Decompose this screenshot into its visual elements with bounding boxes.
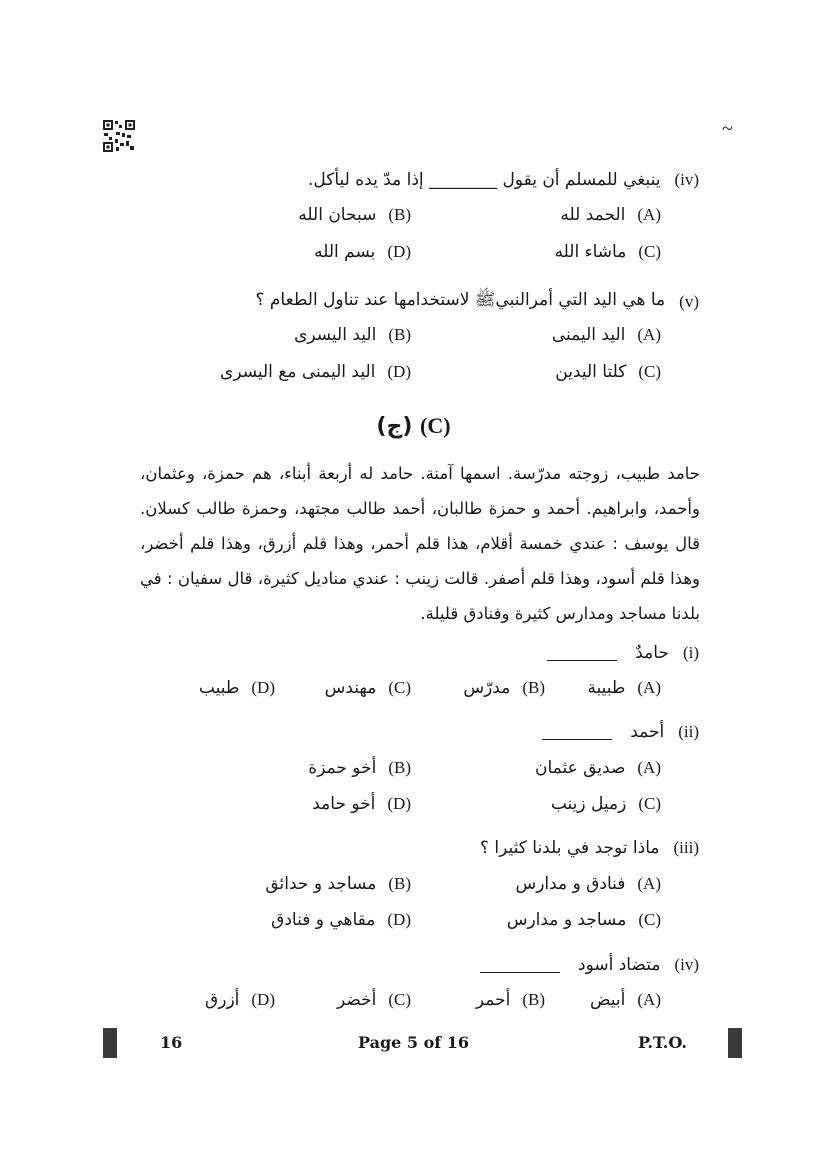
header-mark: ~ bbox=[722, 118, 733, 140]
question-text: ما هي اليد التي أمرالنبيﷺ لاستخدامها عند تناول الطعام ؟ bbox=[255, 290, 666, 310]
option-text: مساجد و مدارس bbox=[506, 910, 627, 930]
question-iv-top bbox=[308, 170, 699, 190]
section-title-ar: (ج) bbox=[376, 414, 413, 439]
option-a bbox=[590, 990, 661, 1010]
question-number: (iii) bbox=[673, 838, 699, 857]
option-label: (C) bbox=[638, 242, 661, 261]
option-text: صديق عثمان bbox=[534, 758, 626, 778]
reading-passage: حامد طبيب، زوجته مدرّسة. اسمها آمنة. حامد له أربعة أبناء، هم حمزة، وعثمان، وأحمد، وابراهيم. أحمد و حمزة طالبان، أحمد طالب مجتهد، وحمزة طالب كسلان. قال يوسف : عندي خمسة أقلام، هذا قلم أحمر، وهذا قلم أزرق، وهذا قلم أخضر، وهذا قلم أسود، وهذا قلم أصفر. قالت زينب : عندي مناديل كثيرة، قال سفيان : في بلدنا مساجد ومدارس كثيرة وفنادق قليلة. bbox=[140, 464, 700, 623]
option-a bbox=[552, 325, 661, 345]
option-label: (B) bbox=[522, 990, 545, 1009]
option-text: فنادق و مدارس bbox=[515, 874, 626, 894]
option-text: الحمد لله bbox=[560, 205, 626, 225]
option-label: (B) bbox=[388, 205, 411, 224]
option-text: أخضر bbox=[336, 990, 377, 1010]
question-text: أحمد bbox=[630, 722, 665, 742]
option-label: (A) bbox=[637, 325, 661, 344]
option-label: (D) bbox=[387, 242, 411, 261]
option-label: (B) bbox=[388, 758, 411, 777]
option-label: (C) bbox=[638, 910, 661, 929]
option-text: كلتا اليدين bbox=[555, 362, 627, 382]
qr-code bbox=[102, 119, 136, 153]
option-a bbox=[587, 678, 661, 698]
option-a bbox=[515, 874, 661, 894]
option-c bbox=[551, 794, 661, 814]
option-text: اليد اليمنى مع اليسرى bbox=[220, 362, 376, 382]
option-label: (B) bbox=[522, 678, 545, 697]
option-label: (A) bbox=[637, 205, 661, 224]
answer-blank bbox=[542, 725, 612, 740]
question-i bbox=[543, 643, 699, 663]
option-text: أخو حامد bbox=[312, 794, 376, 814]
option-c bbox=[337, 990, 411, 1010]
question-number: (iv) bbox=[674, 170, 699, 189]
answer-blank bbox=[480, 958, 560, 973]
option-label: (A) bbox=[637, 874, 661, 893]
footer-pto: P.T.O. bbox=[638, 1033, 687, 1052]
question-iii bbox=[480, 838, 699, 858]
option-text: أبيض bbox=[589, 990, 626, 1010]
option-text: بسم الله bbox=[314, 242, 376, 262]
option-label: (B) bbox=[388, 874, 411, 893]
option-label: (A) bbox=[637, 758, 661, 777]
option-a bbox=[560, 205, 661, 225]
option-label: (C) bbox=[388, 990, 411, 1009]
option-label: (C) bbox=[638, 794, 661, 813]
option-c bbox=[555, 242, 661, 262]
option-label: (B) bbox=[388, 325, 411, 344]
option-text: اليد اليسرى bbox=[294, 325, 377, 345]
section-heading bbox=[0, 413, 827, 439]
question-number: (v) bbox=[679, 291, 699, 311]
option-b bbox=[294, 325, 411, 345]
option-b bbox=[298, 205, 411, 225]
question-text: ماذا توجد في بلدنا كثيرا ؟ bbox=[479, 838, 660, 858]
option-c bbox=[325, 678, 411, 698]
question-ii bbox=[538, 722, 699, 742]
option-text: مهندس bbox=[324, 678, 377, 698]
question-text: متضاد أسود bbox=[578, 955, 661, 975]
question-text: ينبغي للمسلم أن يقول ________ إذا مدّ يده ليأكل. bbox=[307, 170, 661, 190]
option-text: مقاهي و فنادق bbox=[271, 910, 376, 930]
section-title-en: (C) bbox=[420, 413, 451, 438]
footer-code: 16 bbox=[160, 1033, 183, 1052]
question-iv-bottom bbox=[476, 955, 699, 975]
option-label: (D) bbox=[387, 910, 411, 929]
option-d bbox=[314, 242, 411, 262]
option-label: (D) bbox=[251, 678, 275, 697]
option-b bbox=[463, 678, 545, 698]
option-text: أخو حمزة bbox=[308, 758, 377, 778]
option-text: أحمر bbox=[475, 990, 511, 1010]
option-text: زميل زينب bbox=[550, 794, 627, 814]
option-d bbox=[205, 990, 275, 1010]
option-text: مساجد و حدائق bbox=[265, 874, 377, 894]
option-label: (C) bbox=[638, 362, 661, 381]
option-b bbox=[476, 990, 545, 1010]
option-label: (A) bbox=[637, 678, 661, 697]
option-text: طبيب bbox=[198, 678, 240, 698]
option-text: سبحان الله bbox=[298, 205, 377, 225]
option-label: (D) bbox=[387, 794, 411, 813]
question-number: (i) bbox=[682, 643, 699, 662]
option-a bbox=[535, 758, 661, 778]
question-number: (iv) bbox=[674, 955, 699, 974]
option-c bbox=[507, 910, 661, 930]
option-d bbox=[312, 794, 411, 814]
option-label: (D) bbox=[387, 362, 411, 381]
option-text: أزرق bbox=[205, 990, 240, 1010]
option-label: (A) bbox=[637, 990, 661, 1009]
option-label: (C) bbox=[388, 678, 411, 697]
option-text: اليد اليمنى bbox=[551, 325, 626, 345]
option-text: ماشاء الله bbox=[554, 242, 627, 262]
footer-page-number: Page 5 of 16 bbox=[358, 1033, 469, 1052]
option-text: مدرّس bbox=[463, 678, 511, 698]
option-text: طبيبة bbox=[587, 678, 626, 698]
question-v bbox=[255, 289, 699, 314]
question-text: حامدٌ bbox=[635, 643, 669, 663]
option-d bbox=[220, 362, 411, 382]
option-d bbox=[271, 910, 411, 930]
answer-blank bbox=[547, 646, 617, 661]
option-b bbox=[308, 758, 411, 778]
option-label: (D) bbox=[251, 990, 275, 1009]
option-c bbox=[555, 362, 661, 382]
option-b bbox=[265, 874, 411, 894]
question-number: (ii) bbox=[678, 722, 699, 741]
option-d bbox=[199, 678, 275, 698]
